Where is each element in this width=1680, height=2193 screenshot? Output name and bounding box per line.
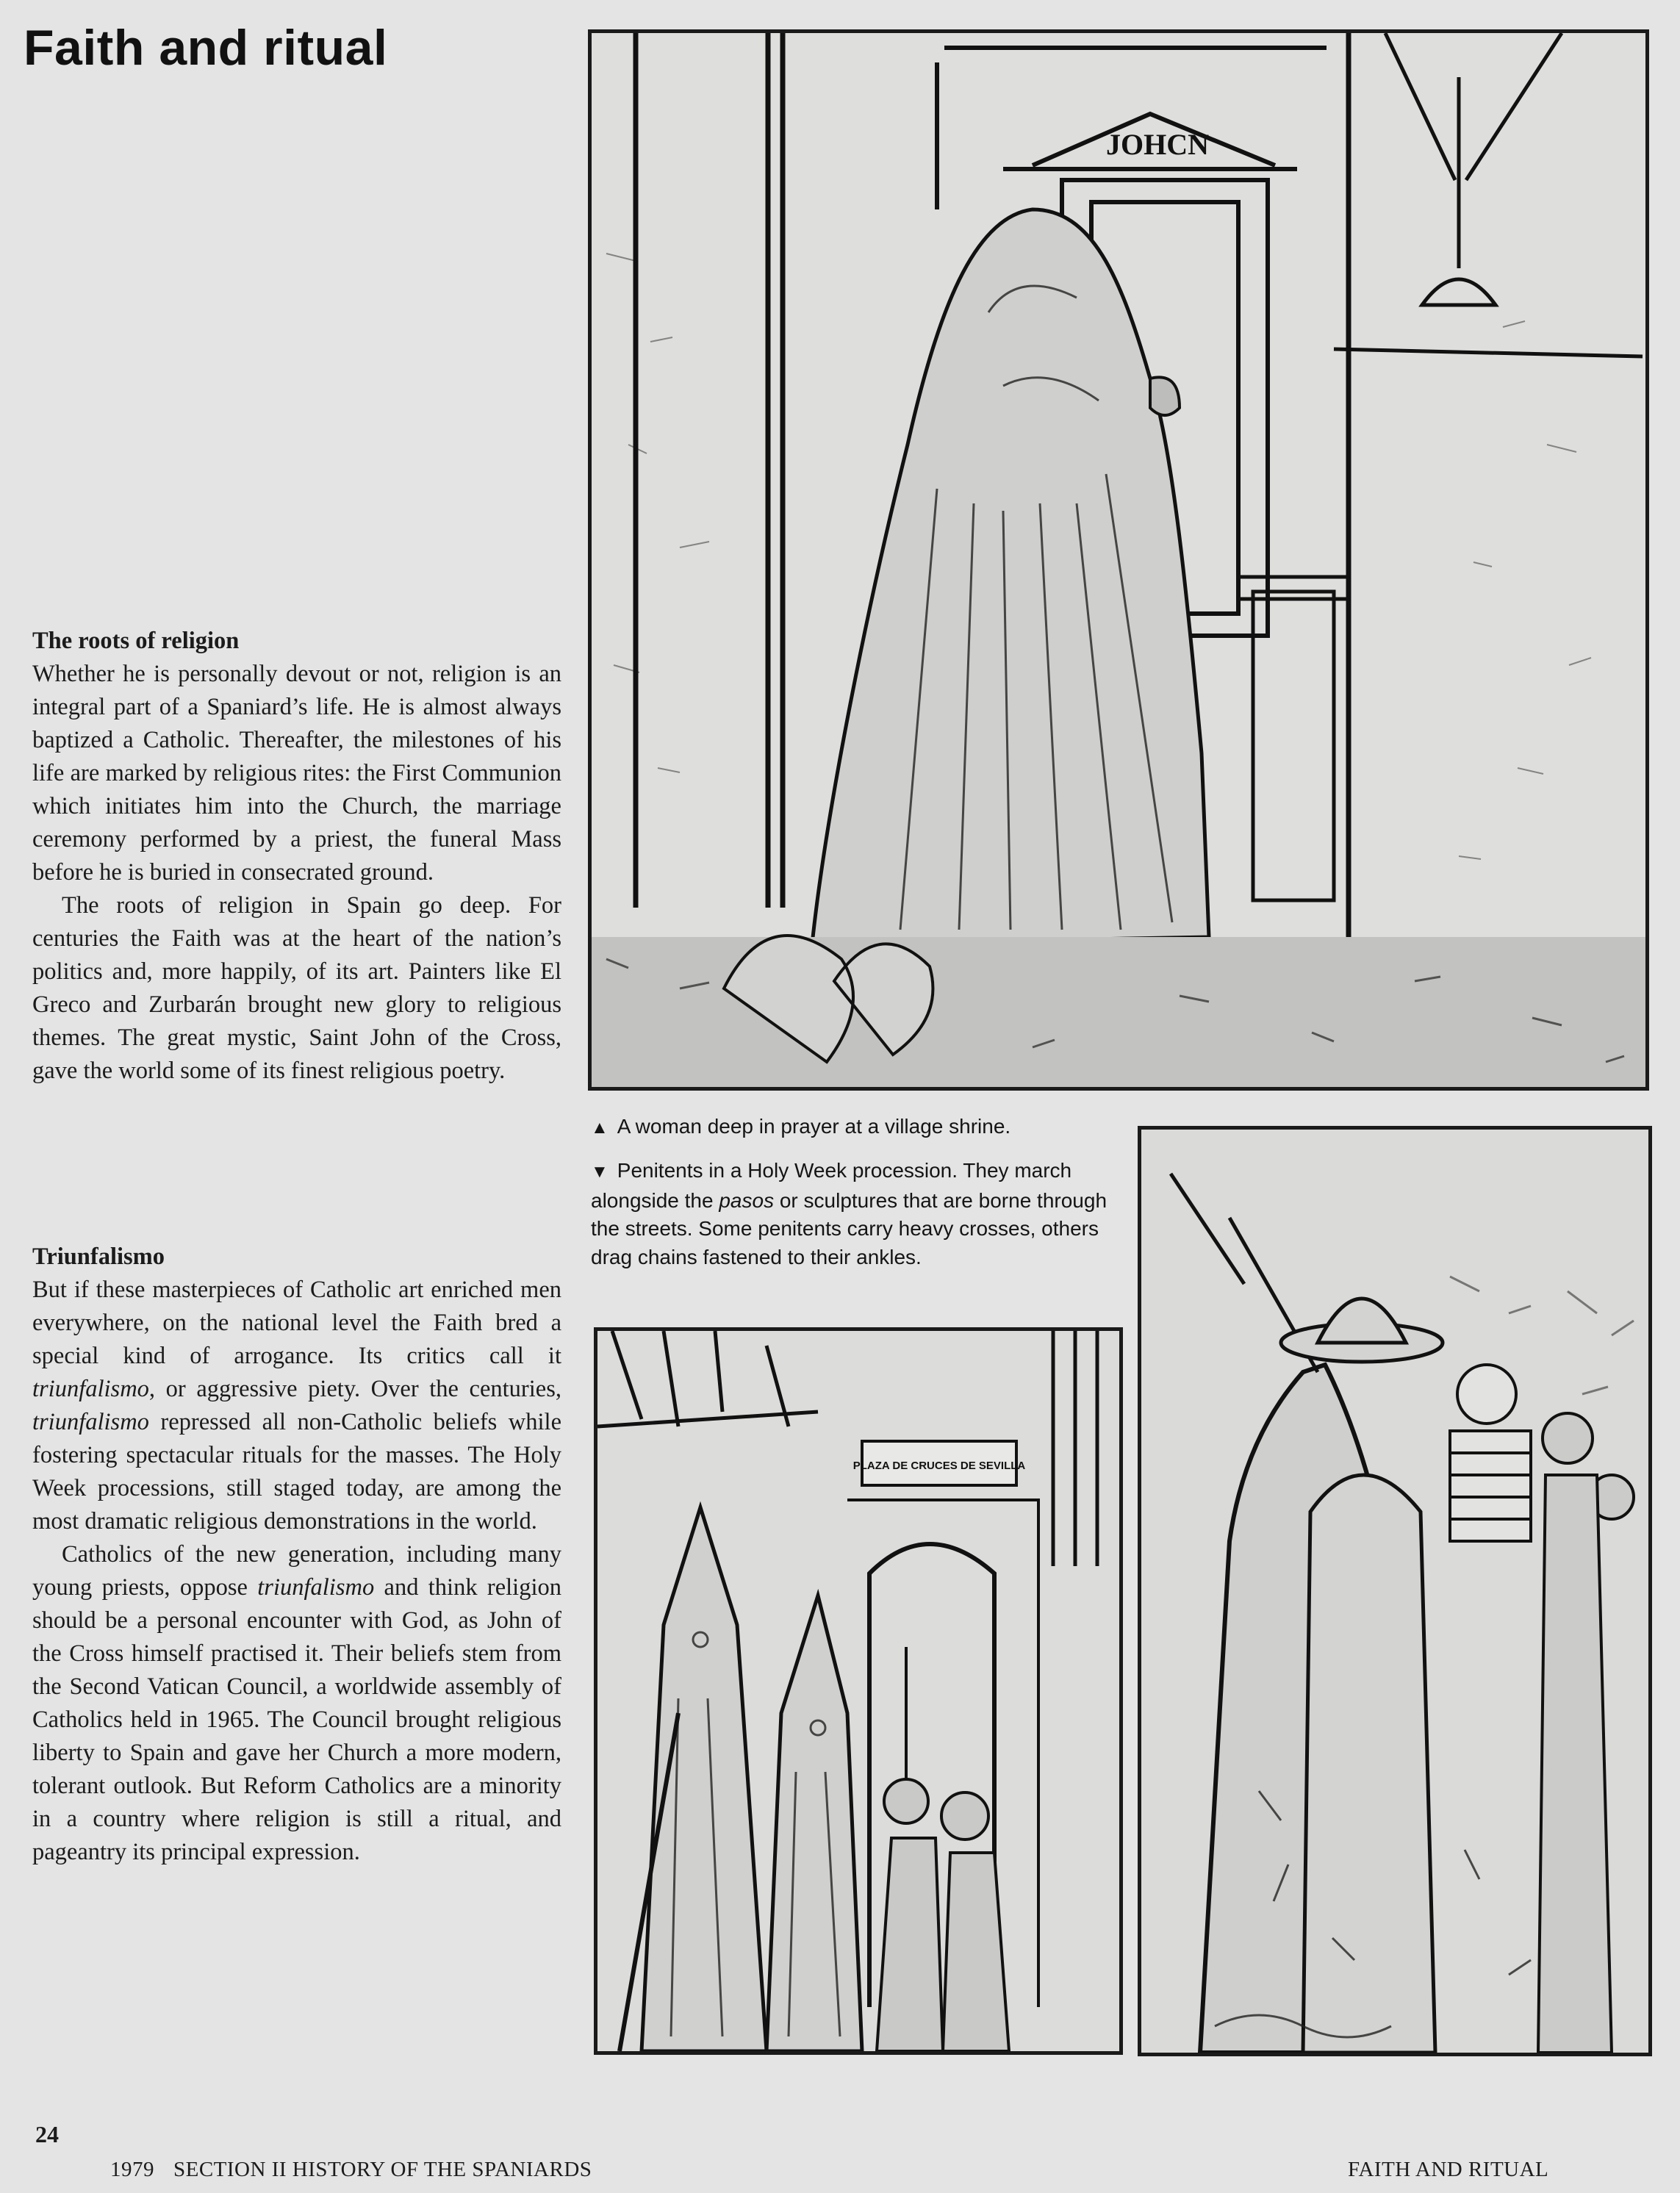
- page-number: 24: [35, 2121, 59, 2147]
- section-roots-of-religion: [32, 625, 561, 1088]
- photo-procession-street: [594, 1327, 1123, 2055]
- text-run: repressed all non-Catholic beliefs while fostering spectacular rituals for the masses. The Holy Week processions, still staged today, are among the most dramatic religious demonstrations in the world.: [32, 1409, 561, 1535]
- italic-term: triunfalismo: [32, 1376, 149, 1402]
- footer-chapter: FAITH AND RITUAL: [1348, 2158, 1549, 2181]
- section-heading: The roots of religion: [32, 628, 240, 654]
- photo-woman-praying-at-shrine: [588, 29, 1649, 1091]
- text-run: Catholics of the new generation, including many young priests, oppose: [32, 1541, 561, 1601]
- footer-section: SECTION II HISTORY OF THE SPANIARDS: [173, 2158, 592, 2181]
- italic-term: triunfalismo: [257, 1574, 375, 1601]
- triangle-up-icon: ▲: [591, 1118, 609, 1138]
- paragraph: [32, 1274, 561, 1538]
- footer-left: [110, 2158, 592, 2182]
- photo-illustration: [592, 33, 1645, 1087]
- caption-text: or sculptures that are borne through the streets. Some penitents carry heavy crosses, others drag chains fastened to their ankles.: [591, 1188, 1108, 1268]
- text-run: and think religion should be a personal encounter with God, as John of the Cross himself practised it. Their beliefs stem from the Second Vatican Council, a worldwide assembly of Catholics held in 1965. The Council brought religious liberty to Spain and gave her Church a more modern, tolerant outlook. But Reform Catholics are a minority in a country where religion is still a ritual, and pageantry its principal expression.: [32, 1574, 561, 1865]
- caption-text: A woman deep in prayer at a village shrine.: [617, 1115, 1011, 1138]
- text-run: But if these masterpieces of Catholic art enriched men everywhere, on the national level the Faith bred a special kind of arrogance. Its critics call it: [32, 1277, 561, 1369]
- photo-illustration: [597, 1331, 1119, 2051]
- paragraph: The roots of religion in Spain go deep. For centuries the Faith was at the heart of the nation’s politics and, more happily, of its art. Painters like El Greco and Zurbarán brought new glory to religious themes. The great mystic, Saint John of the Cross, gave the world some of its finest religious poetry.: [32, 892, 561, 1084]
- section-triunfalismo: [32, 1241, 561, 1869]
- caption-text: Penitents in a Holy Week procession. They march alongside the: [591, 1159, 1072, 1212]
- page-title: Faith and ritual: [24, 20, 388, 76]
- shrine-inscription: JOHCN: [1106, 128, 1209, 161]
- paragraph: Whether he is personally devout or not, religion is an integral part of a Spaniard’s life. He is almost always baptized a Catholic. Thereafter, the milestones of his life are marked by religious rites: the First Communion which initiates him into the Church, the marriage ceremony performed by a priest, the funeral Mass before he is buried in consecrated ground.: [32, 661, 561, 886]
- caption-procession-photos: [591, 1157, 1120, 1271]
- italic-term: pasos: [719, 1188, 775, 1212]
- footer-year: 1979: [110, 2158, 154, 2181]
- paragraph: [32, 1538, 561, 1869]
- photo-illustration: [1141, 1130, 1648, 2053]
- street-sign: PLAZA DE CRUCES DE SEVILLA: [852, 1460, 1026, 1472]
- triangle-down-icon: ▼: [591, 1162, 609, 1182]
- section-heading: Triunfalismo: [32, 1243, 165, 1270]
- photo-penitents-hooded: [1138, 1126, 1652, 2056]
- text-run: , or aggressive piety. Over the centuries,: [148, 1376, 561, 1402]
- caption-top-photo: [591, 1113, 1120, 1143]
- italic-term: triunfalismo: [32, 1409, 149, 1435]
